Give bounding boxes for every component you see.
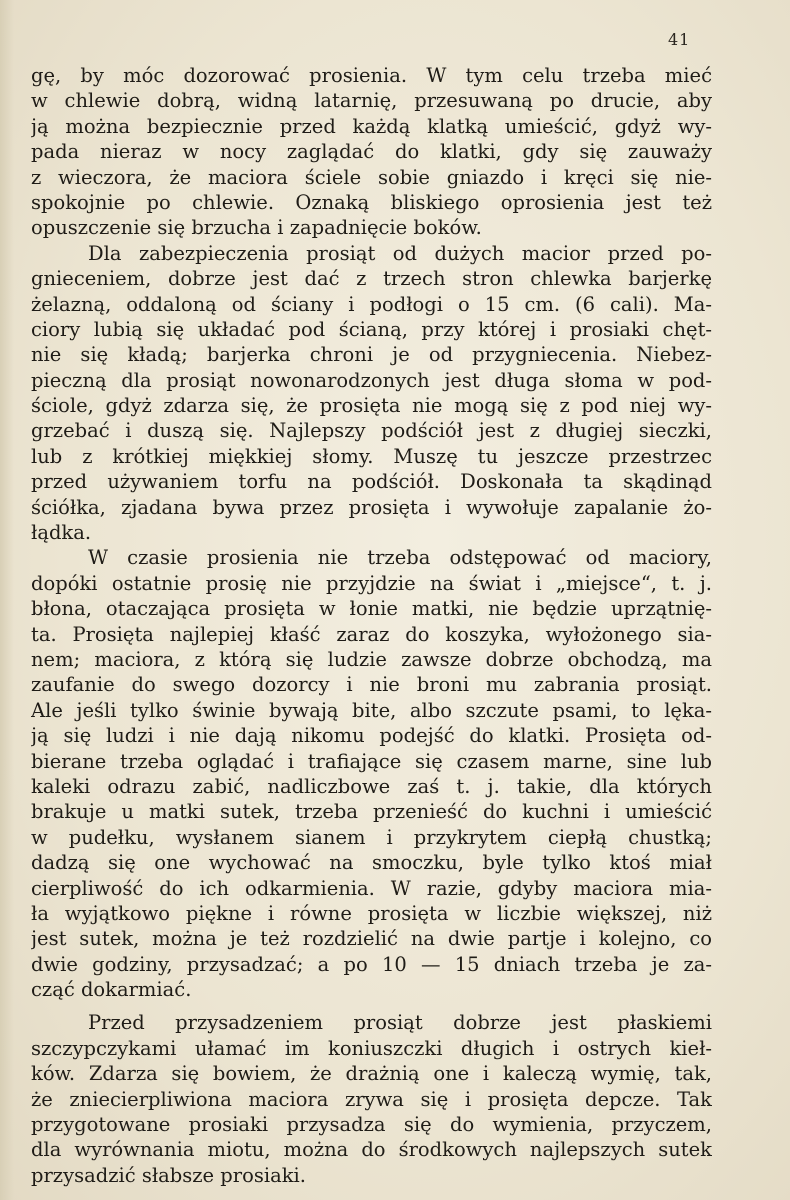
text-line: ją się ludzi i nie dają nikomu podejść do klatki. Prosięta od- xyxy=(31,724,712,748)
text-line: Dla zabezpieczenia prosiąt od dużych macior przed po- xyxy=(88,241,712,265)
text-line: W czasie prosienia nie trzeba odstępować od maciory, xyxy=(88,546,712,570)
text-line: ciory lubią się układać pod ścianą, przy której i prosiaki chęt- xyxy=(31,317,712,341)
text-line: jest sutek, można je też rozdzielić na dwie partje i kolejno, co xyxy=(31,927,712,951)
text-line: dopóki ostatnie prosię nie przyjdzie na świat i „miejsce“, t. j. xyxy=(31,571,712,595)
text-line: ta. Prosięta najlepiej kłaść zaraz do koszyka, wyłożonego sia- xyxy=(31,622,712,646)
text-line: nie się kładą; barjerka chroni je od przygniecenia. Niebez- xyxy=(31,343,712,367)
text-line: grzebać i duszą się. Najlepszy podściół jest z długiej sieczki, xyxy=(31,419,712,443)
text-line: gę, by móc dozorować prosienia. W tym celu trzeba mieć xyxy=(31,64,712,87)
text-line: pieczną dla prosiąt nowonarodzonych jest długa słoma w pod- xyxy=(31,368,712,392)
paragraph-1 xyxy=(31,63,712,241)
paragraph-spacer xyxy=(31,1002,712,1010)
text-line: przed używaniem torfu na podściół. Doskonała ta skądinąd xyxy=(31,470,712,494)
text-line: Przed przysadzeniem prosiąt dobrze jest płaskiemi xyxy=(88,1011,712,1035)
paragraph-4 xyxy=(31,1010,712,1188)
text-line: opuszczenie się brzucha i zapadnięcie boków. xyxy=(31,216,482,240)
text-line: bierane trzeba oglądać i trafiające się czasem marne, sine lub xyxy=(31,749,712,773)
text-line: nem; maciora, z którą się ludzie zawsze dobrze obchodzą, ma xyxy=(31,647,712,671)
page-gutter-shadow xyxy=(0,0,14,1200)
text-line: ściole, gdyż zdarza się, że prosięta nie mogą się z pod niej wy- xyxy=(31,394,712,418)
text-line: ków. Zdarza się bowiem, że drażnią one i kaleczą wymię, tak, xyxy=(31,1062,712,1086)
text-line: ją można bezpiecznie przed każdą klatką umieścić, gdyż wy- xyxy=(31,114,712,138)
text-line: brakuje u matki sutek, trzeba przenieść do kuchni i umieścić xyxy=(31,800,712,824)
text-line: dla wyrównania miotu, można do środkowych najlepszych sutek xyxy=(31,1138,712,1162)
text-line: zaufanie do swego dozorcy i nie broni mu zabrania prosiąt. xyxy=(31,673,712,697)
paragraph-2 xyxy=(31,241,712,546)
text-line: cząć dokarmiać. xyxy=(31,978,192,1002)
text-line: żelazną, oddaloną od ściany i podłogi o 15 cm. (6 cali). Ma- xyxy=(31,292,712,316)
text-line: że zniecierpliwiona maciora zrywa się i prosięta depcze. Tak xyxy=(31,1087,712,1111)
text-line: kaleki odrazu zabić, nadliczbowe zaś t. j. takie, dla których xyxy=(31,774,712,798)
text-line: pada nieraz w nocy zaglądać do klatki, gdy się zauważy xyxy=(31,140,712,164)
text-line: ściółka, zjadana bywa przez prosięta i wywołuje zapalanie żo- xyxy=(31,495,712,519)
text-line: łądka. xyxy=(31,521,92,545)
text-line: w pudełku, wysłanem sianem i przykrytem ciepłą chustką; xyxy=(31,825,712,849)
text-line: z wieczora, że maciora ściele sobie gniazdo i kręci się nie- xyxy=(31,165,712,189)
text-line: spokojnie po chlewie. Oznaką bliskiego oprosienia jest też xyxy=(31,190,712,214)
text-line: dadzą się one wychować na smoczku, byle tylko ktoś miał xyxy=(31,851,712,875)
text-line: przysadzić słabsze prosiaki. xyxy=(31,1163,306,1187)
text-line: Ale jeśli tylko świnie bywają bite, albo szczute psami, to lęka- xyxy=(31,698,712,722)
text-line: w chlewie dobrą, widną latarnię, przesuwaną po drucie, aby xyxy=(31,89,712,113)
text-line: lub z krótkiej miękkiej słomy. Muszę tu jeszcze przestrzec xyxy=(31,444,712,468)
paragraph-3 xyxy=(31,545,712,1002)
text-line: gnieceniem, dobrze jest dać z trzech stron chlewka barjerkę xyxy=(31,267,712,291)
text-line: przygotowane prosiaki przysadza się do wymienia, przyczem, xyxy=(31,1113,712,1137)
text-line: szczypczykami ułamać im koniuszczki długich i ostrych kieł- xyxy=(31,1036,712,1060)
text-line: błona, otaczająca prosięta w łonie matki, nie będzie uprzątnię- xyxy=(31,597,712,621)
text-line: cierpliwość do ich odkarmienia. W razie, gdyby maciora mia- xyxy=(31,876,712,900)
body-text xyxy=(31,63,712,1188)
text-line: ła wyjątkowo piękne i równe prosięta w liczbie większej, niż xyxy=(31,901,712,925)
text-line: dwie godziny, przysadzać; a po 10 — 15 dniach trzeba je za- xyxy=(31,952,712,976)
page-number: 41 xyxy=(668,30,691,49)
